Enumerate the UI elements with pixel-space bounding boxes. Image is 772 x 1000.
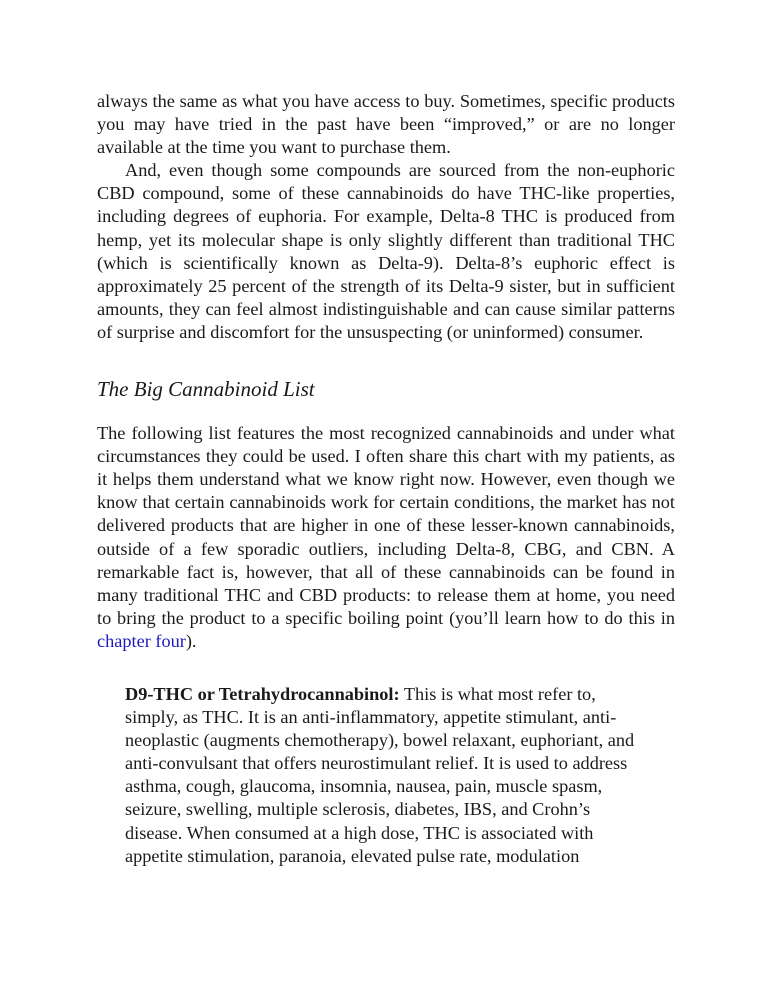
entry-description: This is what most refer to, simply, as THC. It is an anti-inflammatory, appetite stimulant, anti-neoplastic (augments chemotherapy), bowel relaxant, euphoriant, and anti-convulsant that offers neurostimulant relief. It is used to address asthma, cough, glaucoma, insomnia, nausea, pain, muscle spasm, seizure, swelling, multiple sclerosis, diabetes, IBS, and Crohn’s disease. When consumed at a high dose, THC is associated with appetite stimulation, paranoia, elevated pulse rate, modulation (125, 683, 635, 866)
cannabinoid-entry (97, 683, 645, 868)
entry-term: D9-THC or Tetrahydrocannabinol: (125, 683, 400, 704)
section-heading: The Big Cannabinoid List (97, 377, 315, 402)
intro-text-end: ). (185, 630, 197, 651)
body-paragraph: always the same as what you have access to buy. Sometimes, specific products you may have tried in the past have been “improved,” or are no longer available at the time you want to purchase them. (97, 91, 675, 158)
book-page (97, 90, 675, 868)
chapter-link[interactable]: chapter four (97, 630, 186, 651)
body-paragraph: And, even though some compounds are sourced from the non-euphoric CBD compound, some of these cannabinoids do have THC-like properties, including degrees of euphoria. For example, Delta-8 THC is produced from hemp, yet its molecular shape is only slightly different than traditional THC (which is scientifically known as Delta-9). Delta-8’s euphoric effect is approximately 25 percent of the strength of its Delta-9 sister, but in sufficient amounts, they can feel almost indistinguishable and can cause similar patterns of surprise and discomfort for the unsuspecting (or uninformed) consumer. (97, 160, 675, 342)
intro-text: The following list features the most recognized cannabinoids and under what circumstances they could be used. I often share this chart with my patients, as it helps them understand what we know right now. However, even though we know that certain cannabinoids work for certain conditions, the market has not delivered products that are higher in one of these lesser-known cannabinoids, outside of a few sporadic outliers, including Delta-8, CBG, and CBN. A remarkable fact is, however, that all of these cannabinoids can be found in many traditional THC and CBD products: to release them at home, you need to bring the product to a specific boiling point (you’ll learn how to do this in (97, 423, 675, 628)
section-intro (97, 422, 675, 653)
